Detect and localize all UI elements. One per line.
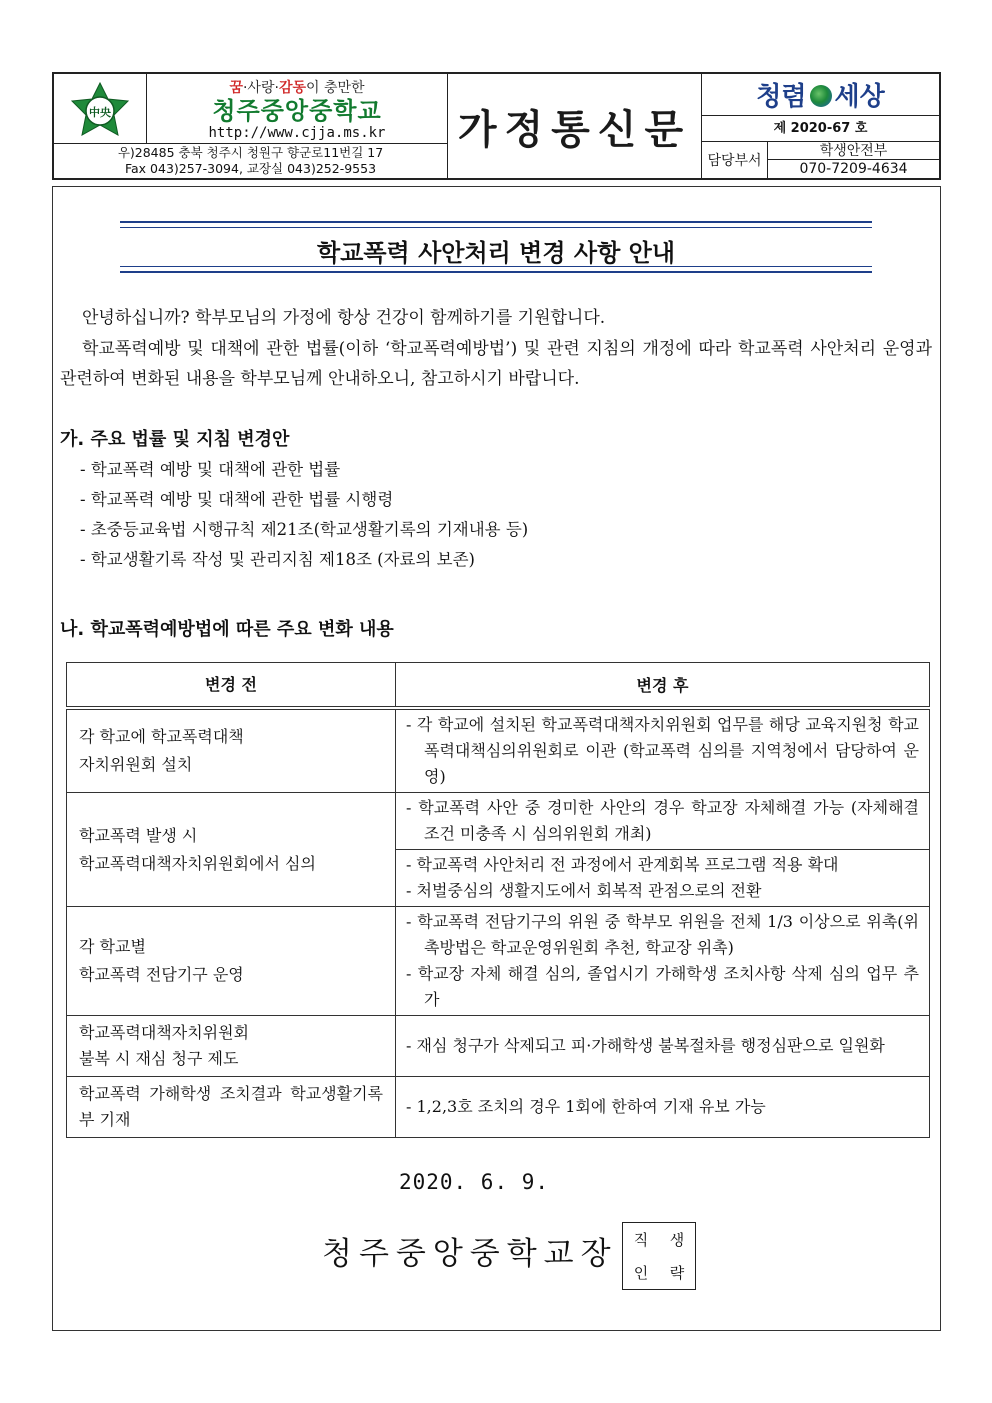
list-item: - 초중등교육법 시행규칙 제21조(학교생활기록의 기재내용 등) [80, 520, 529, 539]
slogan-part: 꿈 [229, 80, 243, 96]
section-a-list [80, 455, 528, 575]
seal-char: 직 [633, 1231, 649, 1249]
after-cell [396, 708, 930, 793]
table-row [67, 1077, 930, 1138]
letterhead [52, 72, 941, 180]
school-slogan [147, 77, 447, 97]
school-info [147, 74, 448, 144]
after-item: - 각 학교에 설치된 학교폭력대책자치위원회 업무를 해당 교육지원청 학교폭력대책심의위원회로 이관 (학교폭력 심의를 지역청에서 담당하여 운영) [406, 715, 919, 786]
title-bar [120, 221, 872, 273]
header-before: 변경 전 [67, 663, 396, 709]
dept-label: 담당부서 [702, 142, 768, 178]
cell-line: 불복 시 재심 청구 제도 [79, 1049, 239, 1068]
cell-line: 학교폭력 발생 시 [79, 825, 198, 845]
list-item: - 학교폭력 예방 및 대책에 관한 법률 [80, 460, 341, 479]
cell-line: 학교폭력대책자치위원회 [79, 1023, 250, 1042]
dept-phone: 070-7209-4634 [799, 161, 908, 177]
before-cell [67, 1077, 396, 1138]
newsletter-title: 가정통신문 [448, 74, 702, 178]
issue-date: 2020. 6. 9. [398, 1170, 550, 1194]
before-cell [67, 907, 396, 1016]
after-cell [396, 1077, 930, 1138]
after-item: - 학교장 자체 해결 심의, 졸업시기 가해학생 조치사항 삭제 심의 업무 추가 [406, 964, 919, 1009]
list-item: - 학교폭력 예방 및 대책에 관한 법률 시행령 [80, 490, 394, 509]
after-cell [396, 907, 930, 1016]
greeting: 안녕하십니까? 학부모님의 가정에 항상 건강이 함께하기를 기원합니다. [82, 308, 606, 328]
contact-line: Fax 043)257-3094, 교장실 043)252-9553 [124, 161, 377, 176]
school-emblem-icon [68, 81, 132, 137]
school-logo [54, 74, 147, 144]
logo-text: 中央 [89, 105, 111, 119]
table-row [67, 907, 930, 1016]
intro-paragraph: 학교폭력예방 및 대책에 관한 법률(이하 ‘학교폭력예방법’) 및 관련 지침의 개정에 따라 학교폭력 사안처리 운영과 관련하여 변화된 내용을 학부모님께 안내하오니, 참고하시기 바랍니다. [60, 339, 932, 389]
header-after: 변경 후 [396, 663, 930, 709]
brand-logo [702, 74, 939, 116]
table-row [67, 1016, 930, 1077]
school-name: 청주중앙중학교 [212, 97, 382, 125]
brand-right: 세상 [834, 82, 885, 112]
brand-left: 청렴 [756, 82, 807, 112]
principal-signature: 청주중앙중학교장 [322, 1236, 618, 1272]
after-item: - 학교폭력 전담기구의 위원 중 학부모 위원을 전체 1/3 이상으로 위촉(위촉방법은 학교운영위원회 추천, 학교장 위촉) [406, 912, 919, 957]
after-item: - 학교폭력 사안 중 경미한 사안의 경우 학교장 자체해결 가능 (자체해결 조건 미충족 시 심의위원회 개최) [406, 798, 919, 843]
after-cell [396, 850, 930, 907]
after-item: - 1,2,3호 조치의 경우 1회에 한하여 기재 유보 가능 [406, 1097, 766, 1116]
after-cell [396, 1016, 930, 1077]
brand-globe-icon [810, 85, 832, 107]
table-row [67, 708, 930, 793]
before-cell [67, 708, 396, 793]
before-cell [67, 1016, 396, 1077]
slogan-part: 이 충만한 [306, 80, 365, 96]
section-a-heading: 가. 주요 법률 및 지침 변경안 [60, 429, 290, 450]
cell-line: 자치위원회 설치 [79, 755, 193, 774]
issue-number: 제 2020-67 호 [702, 116, 939, 142]
school-address [54, 144, 448, 178]
after-cell [396, 793, 930, 850]
cell-line: 각 학교에 학교폭력대책 [79, 727, 244, 746]
cell-line: 학교폭력대책자치위원회에서 심의 [79, 853, 316, 873]
document-title: 학교폭력 사안처리 변경 사항 안내 [317, 239, 675, 267]
dept-name: 학생안전부 [768, 142, 939, 160]
address-line: 우)28485 충북 청주시 청원구 향군로11번길 17 [117, 145, 384, 160]
seal-char: 생 [669, 1231, 685, 1249]
section-b-heading: 나. 학교폭력예방법에 따른 주요 변화 내용 [60, 619, 394, 640]
list-item: - 학교생활기록 작성 및 관리지침 제18조 (자료의 보존) [80, 550, 475, 569]
slogan-part: 감동 [278, 80, 306, 96]
cell-line: 각 학교별 [79, 937, 146, 956]
changes-table [66, 662, 930, 1138]
slogan-part: ·사랑· [242, 80, 279, 96]
after-item: - 처벌중심의 생활지도에서 회복적 관점으로의 전환 [406, 881, 762, 900]
school-url[interactable]: http://www.cjja.ms.kr [208, 125, 386, 141]
cell-line: 학교폭력 가해학생 조치결과 학교생활기록부 기재 [79, 1084, 383, 1129]
table-header-row [67, 663, 930, 709]
cell-line: 학교폭력 전담기구 운영 [79, 965, 244, 984]
after-item: - 재심 청구가 삭제되고 피·가해학생 불복절차를 행정심판으로 일원화 [406, 1036, 885, 1055]
seal-omitted-box [622, 1222, 696, 1290]
table-row [67, 793, 930, 850]
seal-char: 략 [669, 1264, 685, 1282]
after-item: - 학교폭력 사안처리 전 과정에서 관계회복 프로그램 적용 확대 [406, 855, 839, 874]
before-cell [67, 793, 396, 907]
seal-char: 인 [633, 1264, 649, 1282]
